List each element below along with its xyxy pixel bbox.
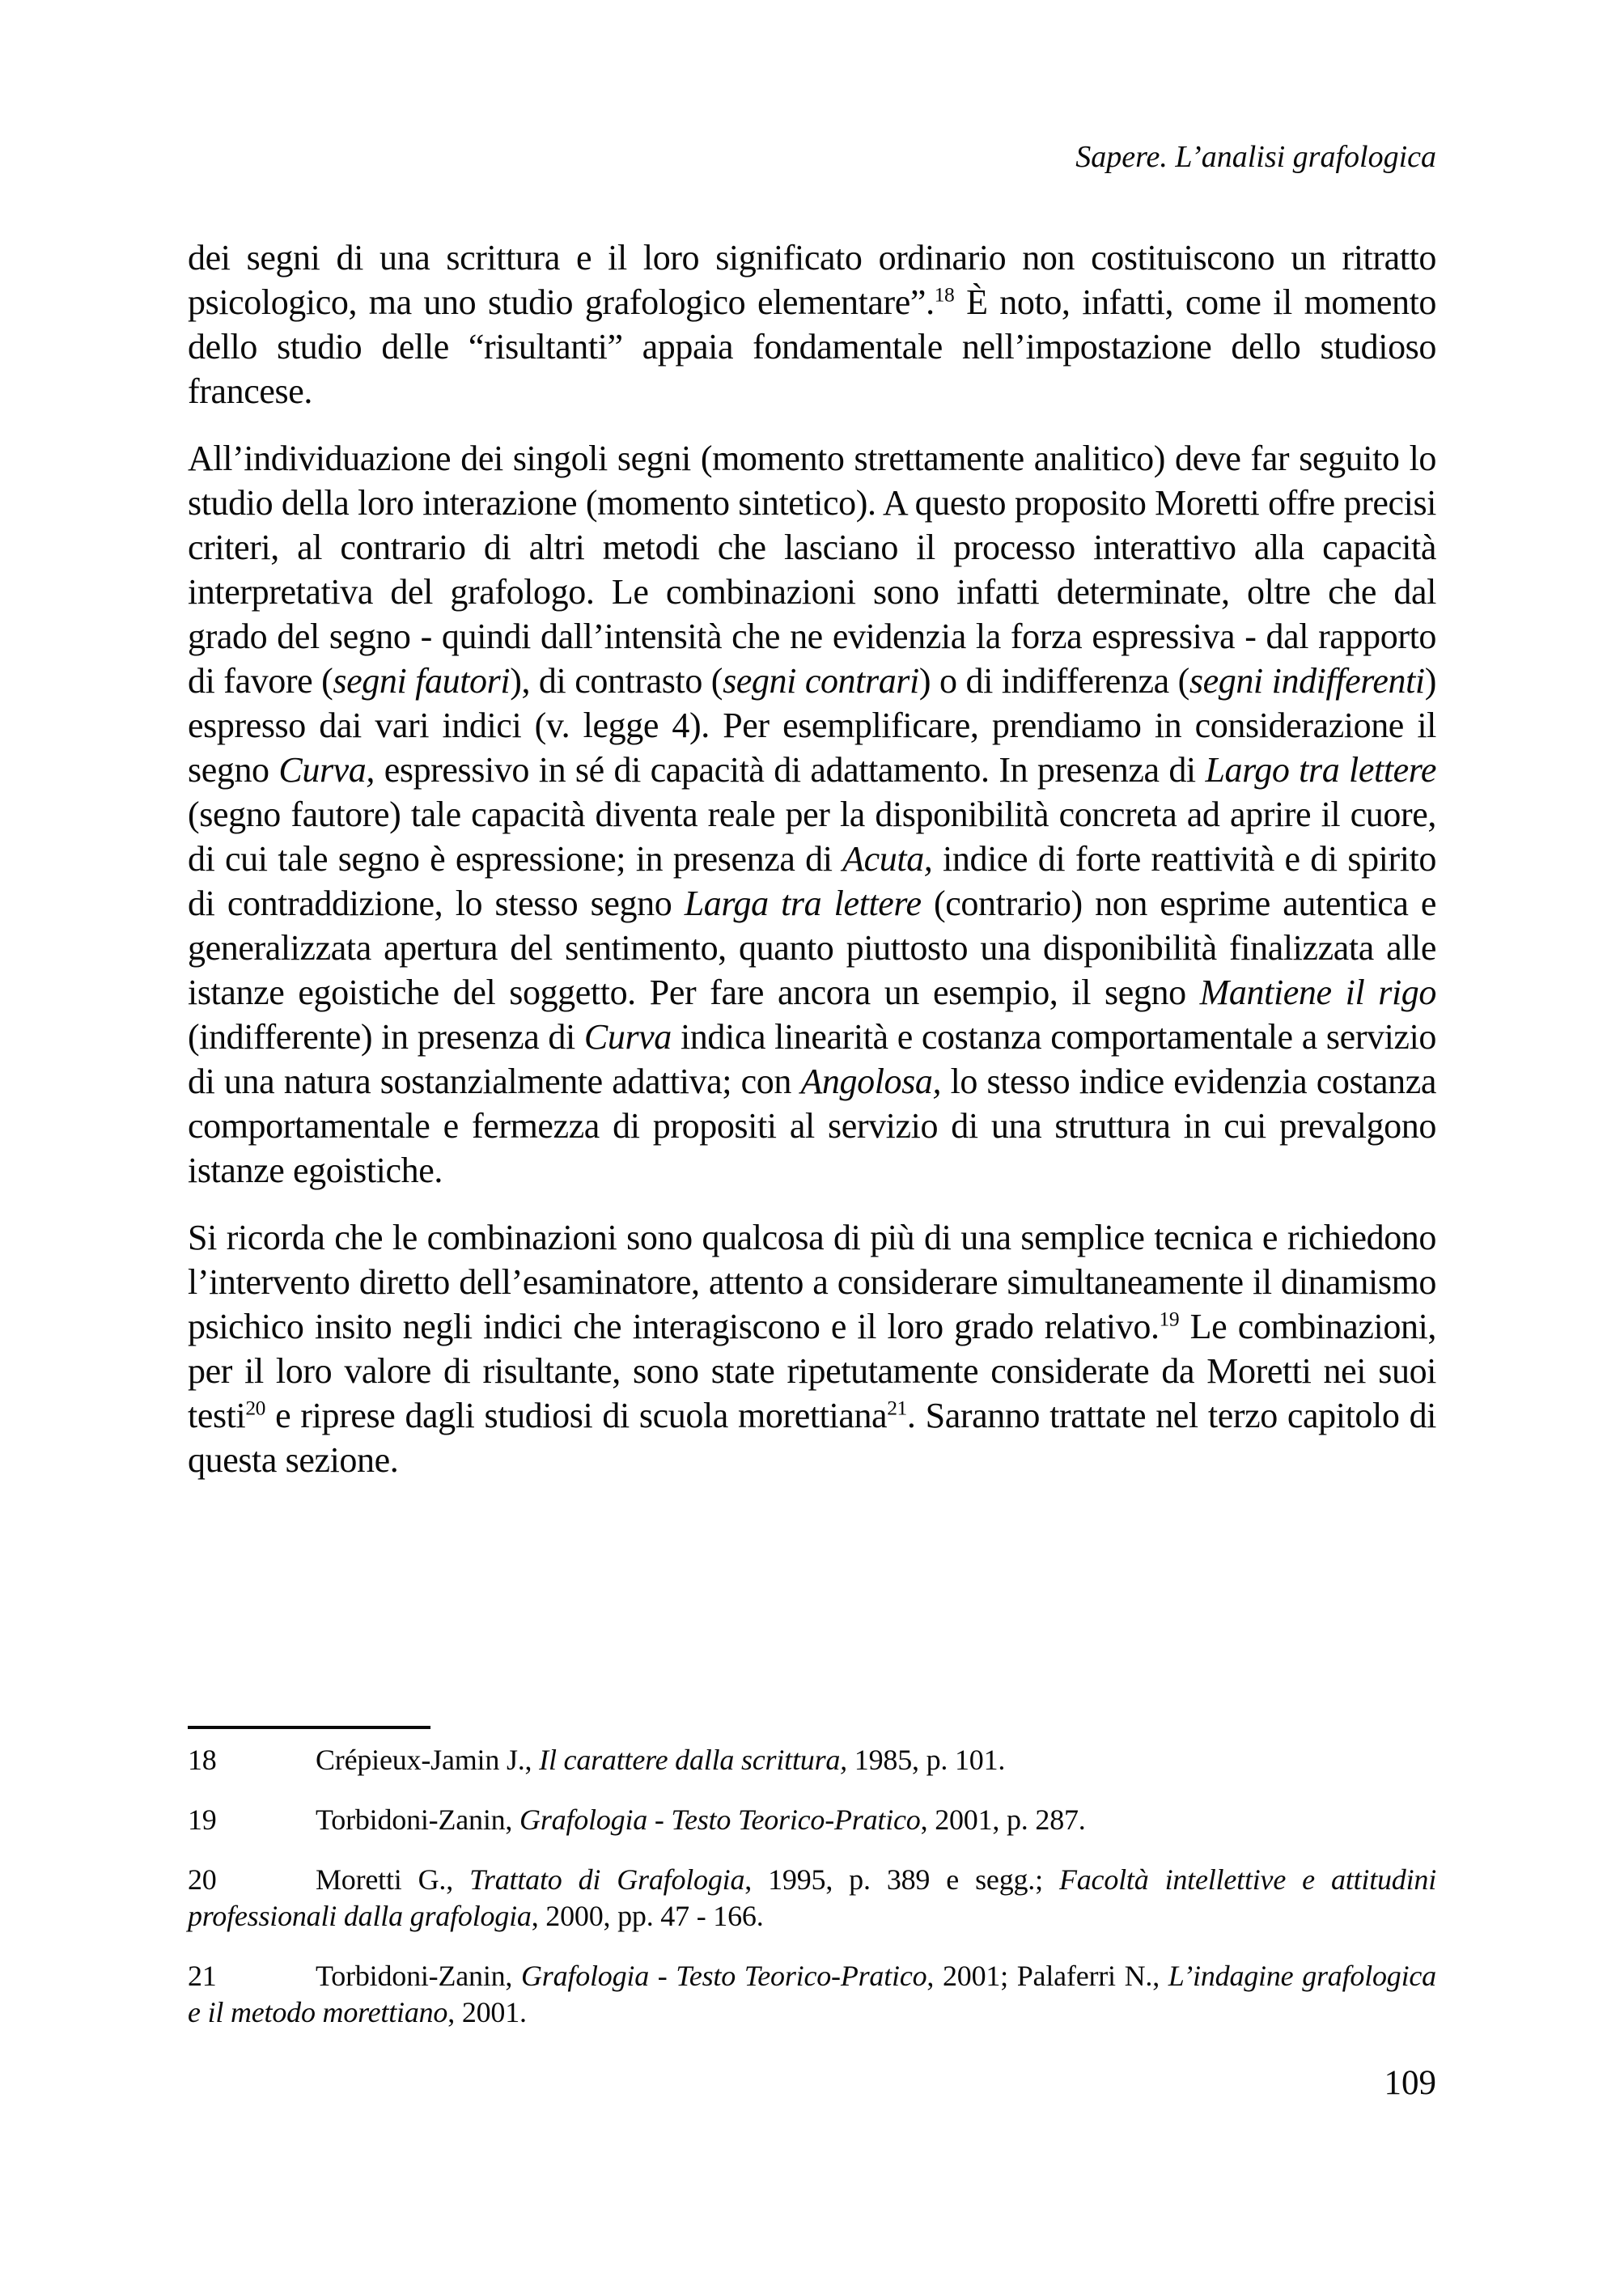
footnote-21 xyxy=(188,1958,1436,2031)
footnote-text: Crépieux-Jamin J., Il carattere dalla scrittura, 1985, p. 101. xyxy=(316,1744,1006,1776)
footnote-divider xyxy=(188,1726,430,1729)
running-header xyxy=(188,138,1436,176)
footnote-number: 20 xyxy=(188,1863,217,1896)
footnote-number: 18 xyxy=(188,1744,217,1776)
footnote-text: Torbidoni-Zanin, Grafologia - Testo Teorico-Pratico, 2001; Palaferri N., L’indagine grafologica e il metodo morettiano, 2001. xyxy=(188,1960,1436,2028)
paragraph-2: All’individuazione dei singoli segni (momento strettamente analitico) deve far seguito lo studio della loro interazione (momento sintetico). A questo proposito Moretti offre precisi criteri, al contrario di altri metodi che lasciano il processo interattivo alla capacità interpretativa del grafologo. Le combinazioni sono infatti determinate, oltre che dal grado del segno - quindi dall’intensità che ne evidenzia la forza espressiva - dal rapporto di favore (segni fautori), di contrasto (segni contrari) o di indifferenza (segni indifferenti) espresso dai vari indici (v. legge 4). Per esemplificare, prendiamo in considerazione il segno Curva, espressivo in sé di capacità di adattamento. In presenza di Largo tra lettere (segno fautore) tale capacità diventa reale per la disponibilità concreta ad aprire il cuore, di cui tale segno è espressione; in presenza di Acuta, indice di forte reattività e di spirito di contraddizione, lo stesso segno Larga tra lettere (contrario) non esprime autentica e generalizzata apertura del sentimento, quanto piuttosto una disponibilità finalizzata alle istanze egoistiche del soggetto. Per fare ancora un esempio, il segno Mantiene il rigo (indifferente) in presenza di Curva indica linearità e costanza comportamentale a servizio di una natura sostanzialmente adattiva; con Angolosa, lo stesso indice evidenzia costanza comportamentale e fermezza di propositi al servizio di una struttura in cui prevalgono istanze egoistiche. xyxy=(188,439,1437,1190)
footnote-number: 21 xyxy=(188,1960,217,1992)
page-number: 109 xyxy=(1384,2064,1436,2102)
footnote-text: Torbidoni-Zanin, Grafologia - Testo Teorico-Pratico, 2001, p. 287. xyxy=(316,1803,1086,1836)
footnote-19 xyxy=(188,1802,1436,1838)
footnote-text: Moretti G., Trattato di Grafologia, 1995, p. 389 e segg.; Facoltà intellettive e attitudini professionali dalla grafologia, 2000, pp. 47 - 166. xyxy=(188,1863,1436,1932)
footnote-18 xyxy=(188,1742,1436,1778)
paragraph-3: Si ricorda che le combinazioni sono qualcosa di più di una semplice tecnica e richiedono l’intervento diretto dell’esaminatore, attento a considerare simultaneamente il dinamismo psichico insito negli indici che interagiscono e il loro grado relativo.$^{19}$ Le combinazioni, per il loro valore di risultante, sono state ripetutamente considerate da Moretti nei suoi testi$^{20}$ e riprese dagli studiosi di scuola morettiana$^{21}$. Saranno trattate nel terzo capitolo di questa sezione. xyxy=(188,1218,1437,1480)
footnotes-section xyxy=(188,1726,1436,2054)
paragraph-1: dei segni di una scrittura e il loro significato ordinario non costituiscono un ritratto psicologico, ma uno studio grafologico elementare”.$^{18}$ È noto, infatti, come il momento dello studio delle “risultanti” appaia fondamentale nell’impostazione dello studioso francese. xyxy=(188,238,1436,411)
footnote-number: 19 xyxy=(188,1803,217,1836)
page-body xyxy=(188,235,1436,1505)
footnote-20 xyxy=(188,1862,1436,1935)
running-header-title: Sapere. L’analisi grafologica xyxy=(1075,140,1436,174)
